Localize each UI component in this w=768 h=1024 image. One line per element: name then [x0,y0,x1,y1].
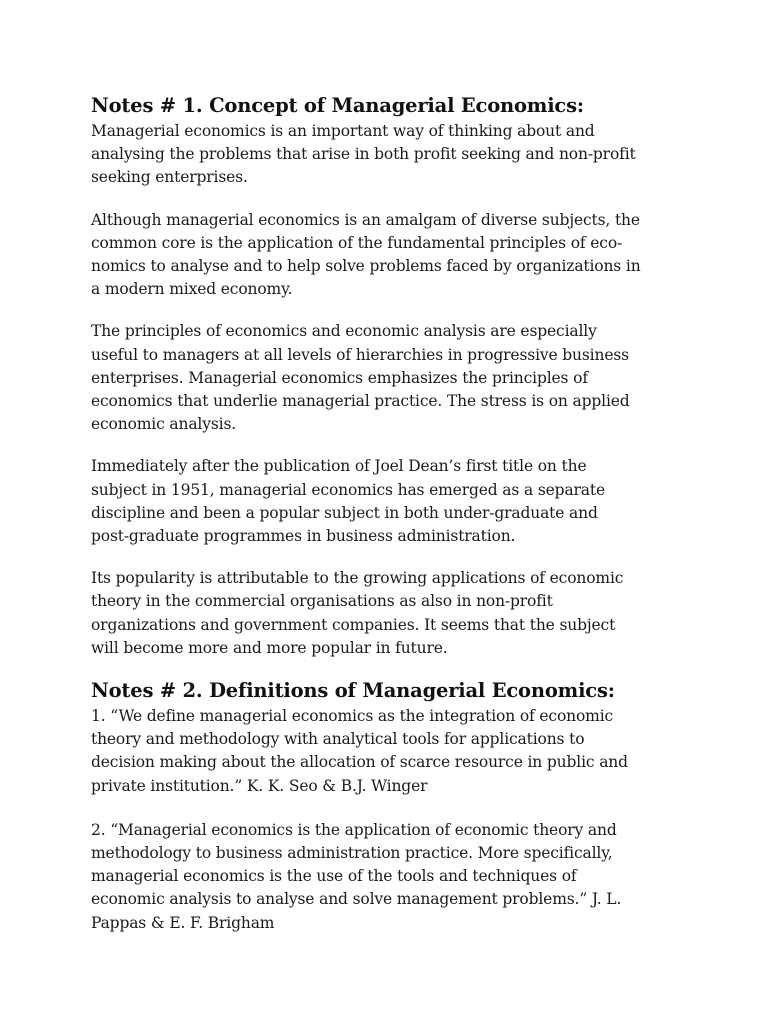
document-page [91,92,691,935]
paragraph-definition-intro: Managerial economics is an important way of thinking about and analysing the problems that arise in both profit seeking and non-profit seeking enterprises. [91,122,636,187]
paragraph-amalgam: Although managerial economics is an amalgam of diverse subjects, the common core is the application of the fundamental principles of eco- nomics to analyse and to help solve problems faced by organizations in a modern mixed economy. [91,210,641,299]
definition-item: 1. “We define managerial economics as the integration of economic theory and methodology with analytical tools for applications to decision making about the allocation of scarce resource in public and private institution.” K. K. Seo & B.J. Winger [91,707,628,795]
paragraph-history: Immediately after the publication of Joel Dean’s first title on the subject in 1951, managerial economics has emerged as a separate discipline and been a popular subject in both under-graduate and post-graduate programmes in business administration. [91,457,605,546]
definition-item: 2. “Managerial economics is the application of economic theory and methodology to business administration practice. More specifically, managerial economics is the use of the tools and techniques of economic analysis to analyse and solve management problems.” J. L. Pappas & E. F. Brigham [91,820,622,932]
paragraph-popularity: Its popularity is attributable to the growing applications of economic theory in the commercial organisations as also in non-profit organizations and government companies. It seems that the subject will become more and more popular in future. [91,569,624,657]
section-heading-concept: Notes # 1. Concept of Managerial Economics: [91,94,584,117]
paragraph-principles: The principles of economics and economic analysis are especially useful to managers at all levels of hierarchies in progressive business enterprises. Managerial economics emphasizes the principles of economics that underlie managerial practice. The stress is on applied economic analysis. [91,322,630,434]
section-heading-definitions: Notes # 2. Definitions of Managerial Economics: [91,679,615,703]
